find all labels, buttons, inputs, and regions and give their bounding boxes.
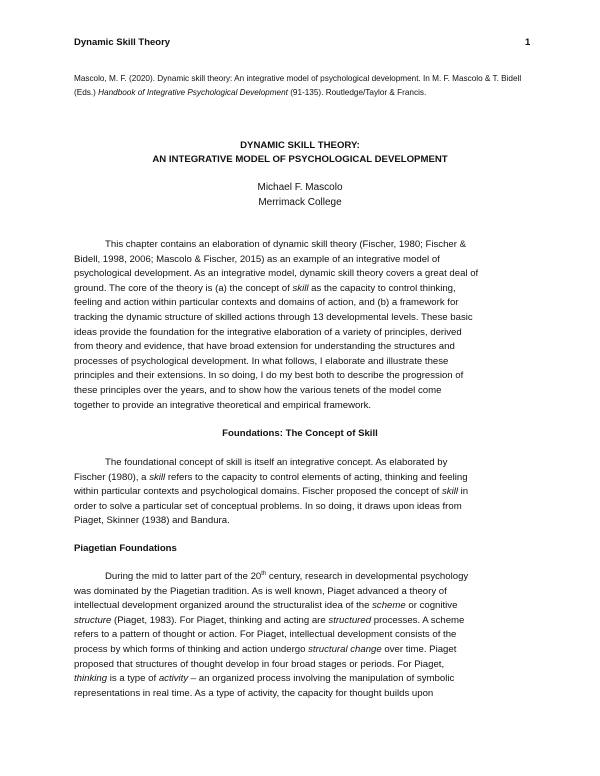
text-line: Piaget, Skinner (1938) and Bandura. (74, 515, 230, 527)
text-line: ground. The core of the theory is (a) the concept of skill as the capacity to control thinking, (74, 282, 456, 294)
text-line: together to provide an integrative theoretical and empirical framework. (74, 399, 372, 411)
text-line: proposed that structures of thought develop in four broad stages or periods. For Piaget, (74, 658, 445, 670)
text-line: within particular contexts and psychological domains. Fischer proposed the concept of skill in (74, 486, 469, 498)
document-title-line-1: DYNAMIC SKILL THEORY: (240, 140, 360, 151)
text-line: This chapter contains an elaboration of dynamic skill theory (Fischer, 1980; Fischer & (105, 239, 467, 250)
text-line: ideas provide the foundation for the integrative elaboration of a variety of principles, derived (74, 326, 462, 338)
text-line: order to solve a particular set of conceptual problems. In so doing, it draws upon ideas from (74, 500, 462, 512)
author-affiliation: Merrimack College (258, 197, 342, 208)
author-name: Michael F. Mascolo (257, 182, 343, 193)
text-line: structure (Piaget, 1983). For Piaget, thinking and acting are structured processes. A scheme (74, 614, 465, 626)
page-number: 1 (525, 37, 531, 48)
text-line: principles and their extensions. In so doing, I do my best both to describe the progression of (74, 370, 464, 382)
text-line: from theory and evidence, that have broad extension for understanding the structures and (74, 341, 455, 353)
text-line: feeling and action within particular contexts and domains of action, and (b) a framework for (74, 297, 459, 309)
document-title-line-2: AN INTEGRATIVE MODEL OF PSYCHOLOGICAL DEVELOPMENT (152, 154, 448, 165)
text-line: thinking is a type of activity – an organized process involving the manipulation of symbolic (74, 673, 455, 685)
text-line: these principles over the years, and to show how the various tenets of the model come (74, 384, 442, 396)
citation-book-title: Handbook of Integrative Psychological Development (98, 87, 288, 97)
text-line: psychological development. As an integrative model, dynamic skill theory covers a great deal of (74, 268, 479, 280)
citation-suffix: (91-135). Routledge/Taylor & Francis. (287, 87, 427, 97)
paragraph-piagetian-foundations (74, 570, 536, 701)
text-line: tracking the dynamic structure of skilled actions through 13 developmental levels. These basic (74, 311, 473, 323)
text-line: During the mid to latter part of the 20th century, research in developmental psychology (105, 570, 469, 582)
text-line: The foundational concept of skill is itself an integrative concept. As elaborated by (105, 457, 448, 468)
citation (74, 72, 534, 99)
text-line: Bidell, 1998, 2006; Mascolo & Fischer, 2015) as an example of an integrative model of (74, 253, 440, 265)
section-heading-piagetian: Piagetian Foundations (74, 543, 177, 554)
text-line: representations in real time. As a type of activity, the capacity for thought builds upon (74, 687, 434, 699)
text-line: process by which forms of thinking and action undergo structural change over time. Piaget (74, 643, 457, 655)
text-line: Fischer (1980), a skill refers to the capacity to control elements of acting, thinking and feeling (74, 471, 468, 483)
text-line: refers to a pattern of thought or action. For Piaget, intellectual development consists of the (74, 629, 457, 641)
text-line: processes of psychological development. In what follows, I elaborate and illustrate these (74, 355, 449, 367)
text-line: was dominated by the Piagetian tradition. As is well known, Piaget advanced a theory of (74, 585, 447, 597)
paragraph-introduction (74, 238, 536, 413)
paragraph-concept-of-skill (74, 456, 536, 529)
section-heading-foundations: Foundations: The Concept of Skill (222, 428, 378, 439)
text-line: intellectual development organized around the structuralist idea of the scheme or cognitive (74, 600, 458, 612)
running-header-title: Dynamic Skill Theory (74, 37, 171, 48)
citation-prefix: Mascolo, M. F. (2020). Dynamic skill theory: An integrative model of psychological development. In M. F. Mascolo & T. Bidell (Eds.) (74, 74, 522, 97)
